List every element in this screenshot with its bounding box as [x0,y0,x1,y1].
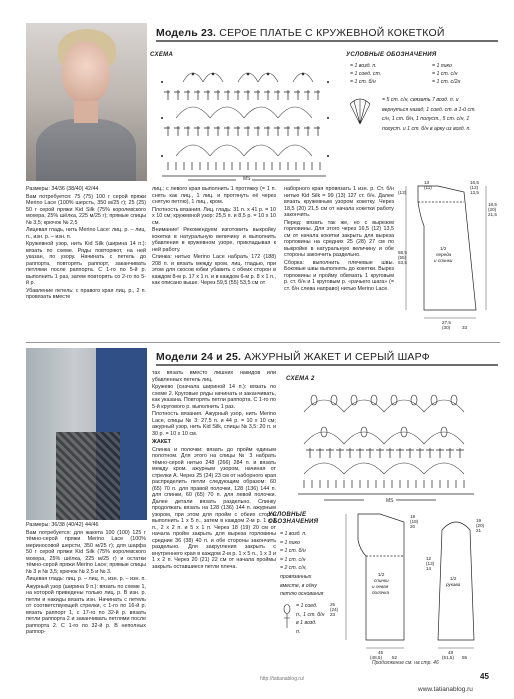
legend-item: = 1 ст. б/н [350,79,376,85]
pattern-label: и спинки [434,258,453,263]
text-paragraph: Убавление петель: с правого края лиц. р., 2 п. провязать вместе [26,287,146,300]
pattern-dim: (51,5) [442,655,455,660]
pattern-dim: 19 [476,518,482,523]
pattern-dim: 48 [448,650,454,655]
pattern-label: 1/2 [378,572,385,577]
legend-item: = 1 ст. б/н [280,548,306,555]
model-24-25-legend-extra [296,602,324,636]
text-paragraph: Размеры: 36/38 (40/42) 44/46 [26,522,99,528]
pattern-label: рукава [446,582,461,587]
legend-item: = 1 соед. [296,603,318,609]
text-paragraph: Перед: вязать так же, но с вырезом горловины. Для этого через 16,5 (12) 13,5 см от начала кокетки закрыть для выреза горловины на средних 25 (28) 27 см по выкройке в натуральную величину и обе стороны закончить раздельно. [284,219,394,258]
text-paragraph: лиц.; с левого края выполнить 1 протяжку (= 1 п. снять как лиц., 1 лиц. и протянуть её через снятую петлю), 1 лиц., кром. [152,186,276,205]
legend-item: в 1 возд. [296,620,317,627]
pattern-dim: 20 [410,524,416,529]
pattern-dim: 13 [424,180,430,185]
model-23-ms-label: МS [243,176,251,182]
legend-item: вернуться назад, 1 соед. ст. в 1-й ст. [382,106,476,113]
legend-item: п. [296,628,301,635]
model-23-legend-label: УСЛОВНЫЕ ОБОЗНАЧЕНИЯ [346,52,437,58]
model-24-25-text-col-1 [26,522,146,636]
pattern-dim: (12) [470,185,479,190]
pattern-dim: 27,5 [442,320,451,325]
model-23-text-col-1 [26,186,146,301]
legend-item: = 2 ст. с/н, [280,565,307,572]
legend-item: = 1 возд. п. [350,63,377,69]
pattern-dim: (13) [398,190,407,195]
model-23-pattern-diagram [398,180,500,330]
legend-item: вместе, в одну [280,582,318,589]
model-23-photo [26,23,147,181]
pattern-label: полочка [372,590,390,595]
pattern-dim: (20) [476,523,485,528]
section-divider [26,342,500,343]
pattern-dim: 52 [392,655,398,660]
model-23-legend-right [432,62,460,86]
text-paragraph: Кружево (сначала шириной 14 п.): вязать по схеме 2. Круговые ряды начинать и заканчивать, как указана. Повторять петли раппорта. С 1-го по 5-й кругового р. выполнить 1 раз. [152,384,276,410]
pattern-dim: (19) [410,519,419,524]
text-paragraph: тах вязать вместо лишних накидов или убавленных петель лиц. [152,370,276,383]
model-24-25-title-bold: Модели 24 и 25. [156,351,242,363]
model-23-legend-left [350,62,381,86]
legend-item: петлю основания [280,591,324,598]
pattern-dim: 55 [462,655,468,660]
legend-item: провязанных [280,573,312,580]
legend-item: = 5 ст. с/н, связать 7 возд. п. и [382,97,459,103]
text-paragraph: Внимание! Рекомендуем изготовить выкройку кокетки в натуральную величину и выполнить убавления в кружевном узоре, прикладывая к ней работу. [152,227,276,253]
pattern-dim: 12 [426,556,432,561]
model-24-25-scheme-diagram [284,382,500,508]
text-paragraph: Лицевая гладь: лиц. р. – лиц. п., изн. р. – изн. п. [26,576,146,582]
text-paragraph: Плотность вязания. Лиц. гладь: 31 п. x 41 р. = 10 x 10 см; кружевной узор: 25,5 п. и 8,5 р. = 10 x 10 см. [152,206,276,226]
footer-url-small: http://tatianablog.ru/ [260,676,305,682]
model-24-25-title [156,351,498,363]
pattern-label: спинки [374,578,389,583]
legend-item: п., 1 ст. б/н [296,611,325,618]
legend-item: = 1 соед. ст. [350,71,382,77]
pattern-dim: 14 [426,566,432,571]
pattern-dim: 45 [378,650,384,655]
legend-item: = 1 ст. с/н [432,71,458,77]
continue-note: Продолжение см. на стр. 46 [372,660,439,666]
model-23-text-col-3 [284,186,394,292]
pattern-dim: (48,5) [370,655,383,660]
pattern-dim: 13,5 [470,190,479,195]
text-paragraph: Сборка: выполнить плечевые швы. Боковые швы выполнять до кокетки. Вырез горловины и пройму обвязать 1 круговым р. ст. б/н и 1 круговым р. «рачьего шага» (= ст. б/н слева направо) нитью Merino Lace. [284,259,394,292]
pattern-dim: 16,5 [470,180,479,185]
model-23-title-bold: Модель 23. [156,27,217,39]
pattern-label: переда [436,252,452,257]
text-paragraph: наборного края провязать 1 изн. р. Ст. б/н нитью Kid Silk = 99 (13) 127 ст. б/н. Далее вязать кружевным узором кокетку. Через 18,5 (20) 21,5 см от начала кокетки работу закончить. [284,186,394,218]
pattern-dim: 21 [476,528,482,533]
model-24-25-legend-label: УСЛОВНЫЕ ОБОЗНАЧЕНИЯ [268,512,319,525]
model-23-scheme-label: СХЕМА [150,52,174,58]
model-23-title [156,27,498,39]
pattern-dim: 18,5 [488,202,497,207]
legend-item: = 1 пико [280,539,300,546]
page-number: 45 [480,672,489,681]
model-24-25-text-col-2 [152,370,276,570]
pattern-label: 1/2 [450,576,457,581]
model-24-25-pattern-diagram [330,510,502,660]
section-heading: ЖАКЕТ [152,439,171,445]
text-paragraph: Размеры: 34/36 (38/40) 42/44 [26,186,99,192]
pattern-dim: 25 [330,602,336,607]
footer-url: www.tatianablog.ru [418,686,473,693]
pattern-dim: 23 [330,612,336,617]
text-paragraph: Спинка и полочки: вязать до пройм единым полотном. Для этого на спицы № 3 набрать тёмно-серой нитью 248 (266) 284 п. и вязать между кром. ажурным узором, начиная от стрелки А. Через 25 (24) 23 см от наборного края распределить петли следующим образом: 60 (65) 70 п. для правой полочки, 128 (136) 144 п. для спинки, 60 (65) 70 п. для левой полочки. Далее детали вязать раздельно. Спинку продолжать вязать на 128 (136) 144 п. ажурным узором, при этом для пройм с обеих сторон выполнить 1 x 5 п., затем в каждом 2-м р. 1 x 3 п., 2 x 2 п. и 5 x 1 п. Через 18 (19) 20 см от начала пройм закрыть для выреза горловины средние 36 (38) 40 п. и обе стороны закончить раздельно. Для закругления закрыть с внутреннего края в каждом 2-м р. 1 x 5 п., 1 x 3 и 1 x 2 п. Через 20 (21) 22 см от начала проймы закрыть оставшиеся петли плеча. [152,446,276,570]
pattern-dim: 18 [410,514,416,519]
pattern-dim: 58,5 [398,250,407,255]
pattern-dim: (55) [398,255,407,260]
model-23-legend-symbol [346,96,374,128]
model-24-25-title-text: АЖУРНЫЙ ЖАКЕТ И СЕРЫЙ ШАРФ [241,351,430,363]
text-paragraph: Вам потребуется: для жакета 100 (100) 125 г тёмно-серой пряжи Merino Lace (100% мериносовой шерсти, 350 м/25 г); для шарфа 50 г серой пряжи Kid Silk (75% королевского мохера, 25% шёлка, 225 м/25 г) и остатки тёмно-серой пряжи Merino Lace; прямые спицы № 3 и № 3,5; крючок № 2,5 и № 3. [26,529,146,575]
text-paragraph: Лицевая гладь, нить Merino Lace: лиц. р. – лиц. п., изн. р. – изн. п. [26,227,146,240]
pattern-dim: (30) [442,325,451,330]
legend-item: = 1 ст. с/н [280,556,306,563]
legend-item: с/н, 1 ст. б/н, 1 полуст., 5 ст. с/н, 1 [382,116,470,122]
pattern-dim: 53,5 [398,260,407,265]
text-paragraph: Ажурный узор (ширина 9 п.): вязать по схеме 1, на которой приведены только лиц. р. В изн. р. петли и накиды вязать изн. Начинать с петель от соответствующей стрелки, с 1-го по 16-й р. вязать раппорт 1, с 17-го по 32-й р. вязать петли раппорта 2 и заканчивать петлями после раппорта 2. С 1-го по 32-й р. В неполных раппор- [26,583,146,635]
model-23-legend-bottom [382,96,476,134]
pattern-dim: (20) [488,207,497,212]
text-paragraph: Плотность вязания. Ажурный узор, нить Merino Lace, спицы № 3: 27,5 п. и 44 р. = 10 x 10 см; ажурный узор, нить Kid Silk, спицы № 3,5: 20 п. и 30 р. = 10 x 10 см. [152,411,276,437]
pattern-dim: (24) [330,607,339,612]
model-24-25-legend [280,530,323,599]
model-24-25-legend-symbol [280,604,294,630]
text-paragraph: Вам потребуется: 75 (75) 100 г серой пряжи Merino Lace (100% шерсть, 350 м/25 г); 25 (25) 50 г серой пряжи Kid Silk (75% королевского мохера, 25% шёлка, 225 м/25 г); прямые спицы № 3,5; крючок № 2,5 [26,193,146,226]
pattern-dim: 33 [462,325,468,330]
pattern-label: и левая [372,584,389,589]
model-23-title-text: СЕРОЕ ПЛАТЬЕ С КРУЖЕВНОЙ КОКЕТКОЙ [216,27,445,39]
model-24-25-ms-label: МS [386,498,394,504]
model-23-text-col-2 [152,186,276,287]
pattern-dim: (11) [424,185,432,190]
legend-item: = 1 ст. с/2н [432,79,461,85]
pattern-label: 1/2 [440,246,447,251]
legend-item: полуст. и 1 ст. б/н в арку из возд. п. [382,125,471,132]
model-24-25-photo [26,348,147,520]
text-paragraph: Спинка: нитью Merino Lace набрать 172 (188) 208 п. и вязать между кром. лиц. гладью, при этом для скосов юбки убавить с обеих сторон в каждом 8-м р. 17 x 1 п. и в каждом 6-м р. 8 x 1 п., как описано выше. Через 59,5 (55) 53,5 см от [152,254,276,286]
legend-item: = 1 пико [432,63,452,69]
legend-item: = 1 возд. п. [280,531,307,537]
pattern-dim: (13) [426,561,435,566]
pattern-dim: 21,5 [488,212,497,217]
text-paragraph: Кружевной узор, нить Kid Silk (ширина 14 п.): вязать по схеме. Ряды повторяют, на ней указан, по узору. Начинать с петель до раппорта, повторять раппорт, заканчивать петлями после раппорта. С 1-го по 5-й р. выполнить 1 раз, затем повторять со 2-го по 5-й р. [26,241,146,286]
model-23-scheme-diagram [148,60,348,186]
model-24-25-scheme-label: СХЕМА 2 [286,376,315,382]
